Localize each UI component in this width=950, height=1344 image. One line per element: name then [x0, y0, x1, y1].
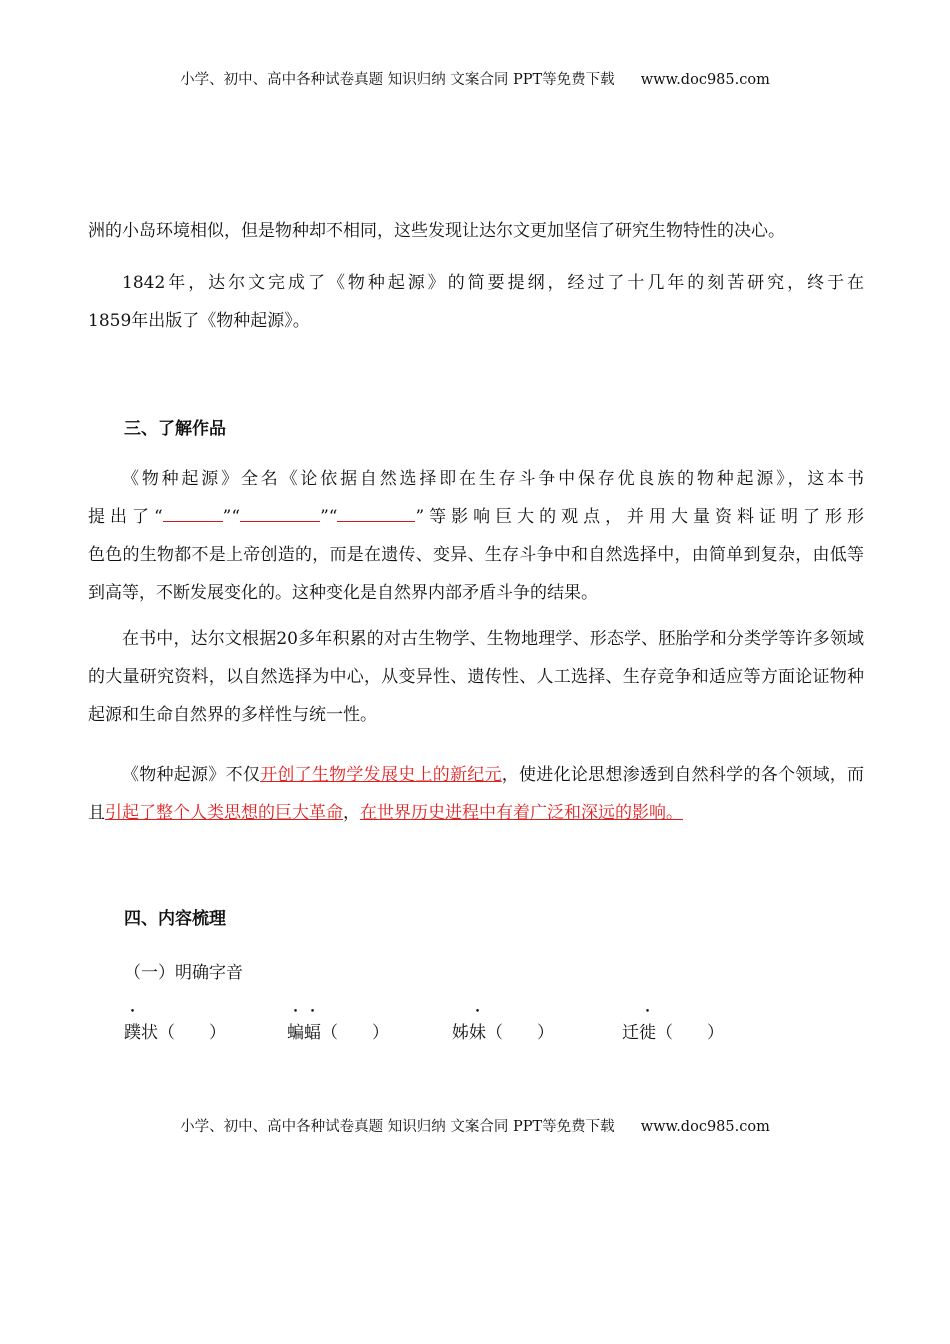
answer-paren[interactable]: （ ）	[321, 1023, 389, 1043]
paragraph-1842-line1: 1842年，达尔文完成了《物种起源》的简要提纲，经过了十几年的刻苦研究，终于在	[122, 273, 864, 293]
dotted-char: 蝠	[304, 1023, 321, 1043]
header-url[interactable]: www.doc985.com	[640, 72, 770, 88]
answer-blank-2[interactable]	[240, 506, 320, 522]
s3p1-quote-2: ”“	[320, 507, 338, 527]
highlight-influence: 在世界历史进程中有着广泛和深远的影响。	[360, 803, 683, 823]
highlight-new-era: 开创了生物学发展史上的新纪元	[260, 765, 502, 785]
continuation-line: 洲的小岛环境相似，但是物种却不相同，这些发现让达尔文更加坚信了研究生物特性的决心。	[88, 221, 785, 241]
section-3-title: 三、了解作品	[124, 419, 226, 439]
s3p1-rest: 色色的生物都不是上帝创造的，而是在遗传、变异、生存斗争中和自然选择中，由简单到复杂，由低等到高等，不断发展变化的。这种变化是自然界内部矛盾斗争的结果。	[88, 545, 864, 603]
paragraph-1842-line2: 1859年出版了《物种起源》。	[88, 311, 310, 331]
answer-blank-1[interactable]	[163, 506, 223, 522]
dotted-char: 妹	[469, 1023, 486, 1043]
paragraph-1842	[88, 264, 864, 340]
footer-url[interactable]: www.doc985.com	[640, 1119, 770, 1135]
answer-paren[interactable]: （ ）	[656, 1023, 724, 1043]
section-3-paragraph-1	[88, 460, 864, 612]
header-text: 小学、初中、高中各种试卷真题 知识归纳 文案合同 PPT等免费下载	[180, 72, 615, 88]
highlight-revolution: 引起了整个人类思想的巨大革命	[105, 803, 343, 823]
s3p1-line2	[88, 498, 864, 536]
section-4-title: 四、内容梳理	[124, 909, 226, 929]
s3p3-a: 《物种起源》不仅	[122, 765, 261, 785]
subsection-pronunciation: （一）明确字音	[124, 963, 243, 983]
dotted-char: 蝙	[287, 1023, 304, 1043]
answer-paren[interactable]: （ ）	[158, 1023, 226, 1043]
page-footer	[0, 1115, 950, 1136]
s3p1-line1: 《物种起源》全名《论依据自然选择即在生存斗争中保存优良族的物种起源》，这本书	[122, 469, 864, 489]
pronunciation-item-4: 迁徙（ ）	[622, 1023, 724, 1043]
section-3-paragraph-2: 在书中，达尔文根据20多年积累的对古生物学、生物地理学、形态学、胚胎学和分类学等许多领域的大量研究资料，以自然选择为中心，从变异性、遗传性、人工选择、生存竞争和适应等方面论证物种起源和生命自然界的多样性与统一性。	[88, 629, 864, 725]
section-3-paragraph-3	[88, 756, 864, 832]
s3p1-post: ”等影响巨大的观点，并用大量资料证明了形形	[415, 507, 864, 527]
page-header	[0, 68, 950, 89]
s3p3-b: ，使进化论思想渗透到自然科学的各个领域，而且	[88, 765, 865, 823]
s3p3-c: ，	[343, 803, 360, 823]
pronunciation-item-3: 姊妹（ ）	[452, 1023, 554, 1043]
answer-paren[interactable]: （ ）	[486, 1023, 554, 1043]
dotted-char: 蹼	[124, 1023, 141, 1043]
s3p1-pre: 提出了“	[88, 507, 163, 527]
footer-text: 小学、初中、高中各种试卷真题 知识归纳 文案合同 PPT等免费下载	[180, 1119, 615, 1135]
answer-blank-3[interactable]	[337, 506, 415, 522]
pronunciation-item-1: 蹼状（ ）	[124, 1023, 226, 1043]
s3p1-quote-1: ”“	[222, 507, 241, 527]
dotted-char: 徙	[639, 1023, 656, 1043]
pronunciation-item-2	[287, 1018, 389, 1043]
